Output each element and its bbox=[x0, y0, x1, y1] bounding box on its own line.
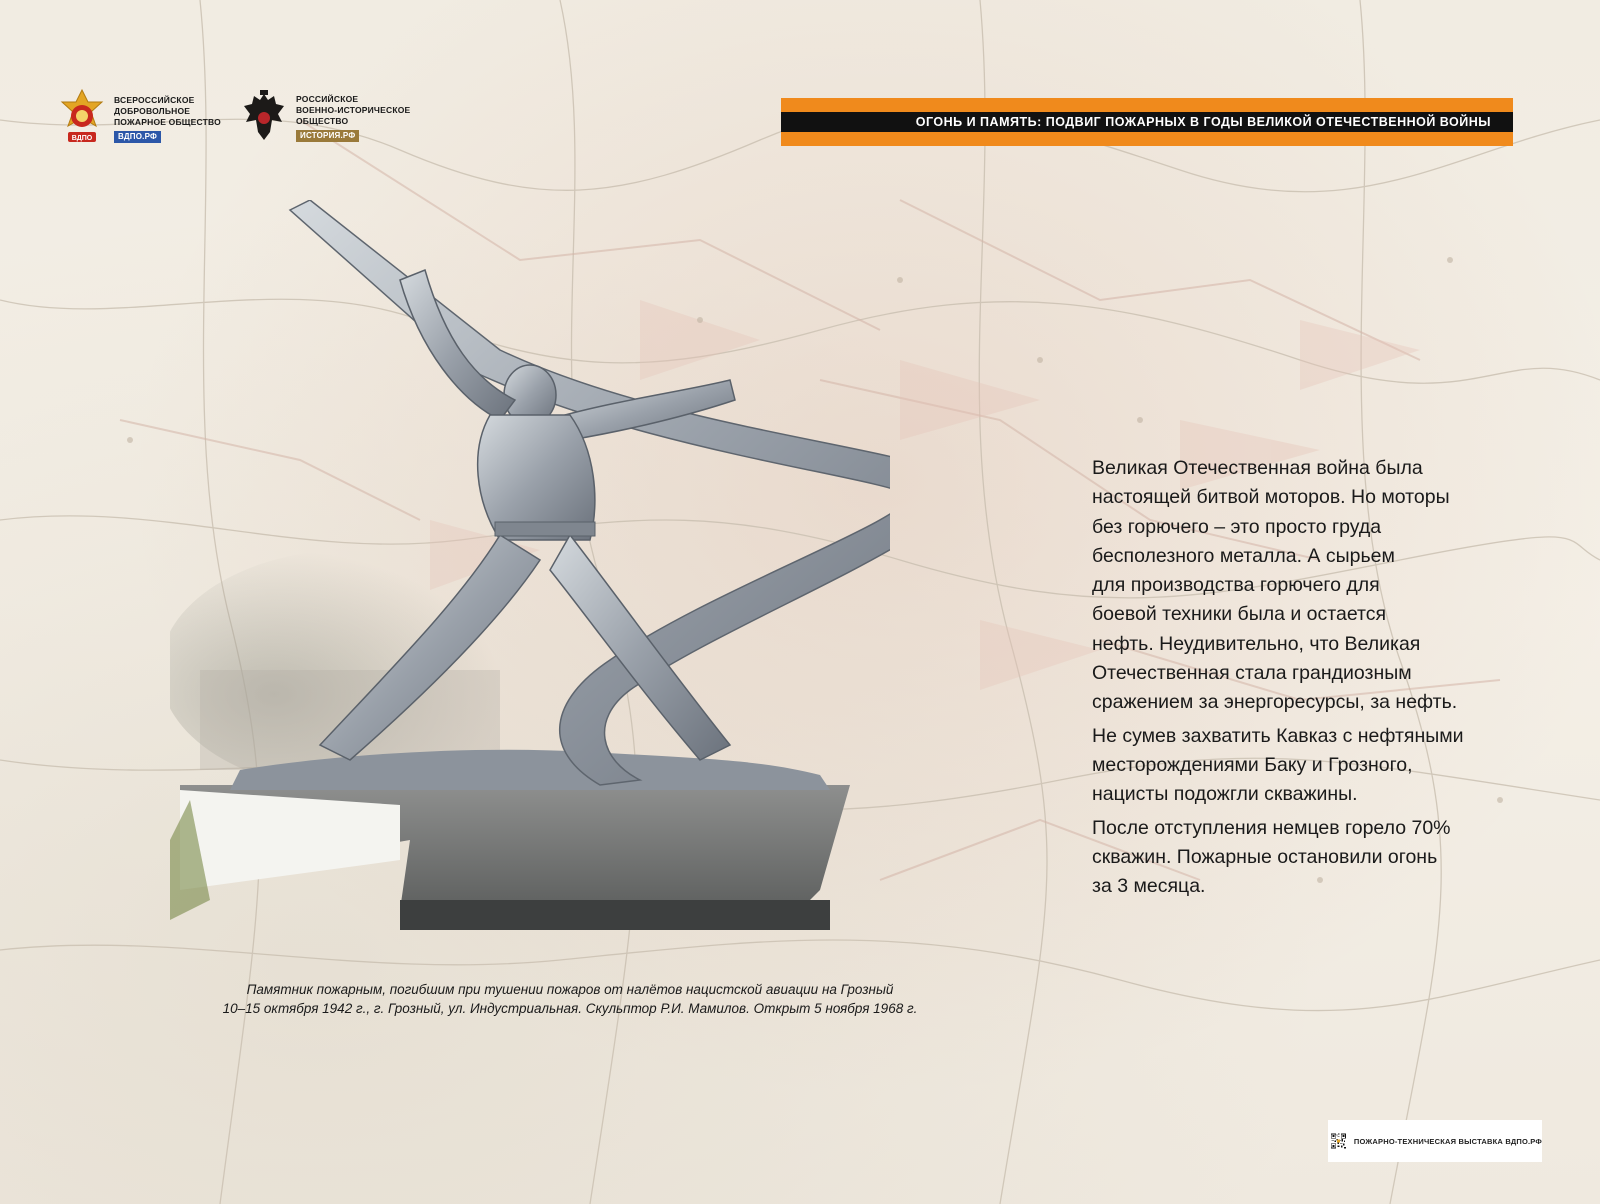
double-headed-eagle-icon bbox=[240, 88, 288, 148]
rvio-line-3: ОБЩЕСТВО bbox=[296, 116, 349, 126]
paragraph-2-line: нацисты подожгли скважины. bbox=[1092, 783, 1358, 806]
vdpo-site-link[interactable]: ВДПО.РФ bbox=[114, 131, 161, 143]
paragraph-2-line: Не сумев захватить Кавказ с нефтяными bbox=[1092, 724, 1464, 747]
monument-illustration bbox=[170, 200, 890, 960]
paragraph-3-line: за 3 месяца. bbox=[1092, 875, 1206, 898]
rvio-line-2: ВОЕННО-ИСТОРИЧЕСКОЕ bbox=[296, 105, 411, 115]
vdpo-line-3: ПОЖАРНОЕ ОБЩЕСТВО bbox=[114, 117, 221, 127]
caption-line-1: Памятник пожарным, погибшим при тушении пожаров от налётов нацистской авиации на Грозный bbox=[246, 982, 894, 997]
vdpo-line-1: ВСЕРОССИЙСКОЕ bbox=[114, 95, 195, 105]
paragraph-1-line: Великая Отечественная война была bbox=[1092, 457, 1423, 479]
exhibition-title: ОГОНЬ И ПАМЯТЬ: ПОДВИГ ПОЖАРНЫХ В ГОДЫ ВЕЛИКОЙ ОТЕЧЕСТВЕННОЙ ВОЙНЫ bbox=[781, 112, 1513, 132]
monument-caption bbox=[160, 980, 980, 1018]
paragraph-2 bbox=[1092, 722, 1512, 810]
qr-footer[interactable] bbox=[1328, 1120, 1542, 1162]
paragraph-1 bbox=[1092, 454, 1512, 718]
qr-code-icon[interactable] bbox=[1331, 1123, 1346, 1159]
paragraph-2-line: месторождениями Баку и Грозного, bbox=[1092, 753, 1413, 776]
paragraph-3-line: После отступления немцев горело 70% bbox=[1092, 816, 1451, 839]
caption-line-2: 10–15 октября 1942 г., г. Грозный, ул. Индустриальная. Скульптор Р.И. Мамилов. Открыт 5 ноября 1968 г. bbox=[222, 1001, 918, 1016]
paragraph-1-line: Отечественная стала грандиозным bbox=[1092, 662, 1412, 685]
rvio-line-1: РОССИЙСКОЕ bbox=[296, 94, 359, 104]
vdpo-emblem-icon bbox=[58, 88, 106, 150]
paragraph-1-line: нефть. Неудивительно, что Великая bbox=[1092, 632, 1421, 655]
title-bar bbox=[781, 98, 1513, 146]
qr-label: ПОЖАРНО-ТЕХНИЧЕСКАЯ ВЫСТАВКА ВДПО.РФ bbox=[1353, 1136, 1542, 1146]
paragraph-1-line: настоящей битвой моторов. Но моторы bbox=[1092, 486, 1450, 509]
paragraph-3-line: скважин. Пожарные остановили огонь bbox=[1092, 845, 1438, 868]
rvio-site-link[interactable]: ИСТОРИЯ.РФ bbox=[296, 130, 359, 142]
paragraph-1-line: сражением за энергоресурсы, за нефть. bbox=[1092, 691, 1458, 714]
paragraph-1-line: боевой техники была и остается bbox=[1092, 603, 1387, 626]
paragraph-3 bbox=[1092, 814, 1512, 902]
paragraph-1-line: для производства горючего для bbox=[1092, 574, 1380, 597]
vdpo-emblem-text: ВДПО bbox=[71, 135, 93, 142]
paragraph-1-line: бесполезного металла. А сырьем bbox=[1092, 544, 1395, 567]
rvio-logo bbox=[240, 88, 410, 148]
vdpo-line-2: ДОБРОВОЛЬНОЕ bbox=[114, 106, 191, 116]
body-text bbox=[1092, 454, 1512, 905]
vdpo-logo bbox=[58, 88, 221, 150]
paragraph-1-line: без горючего – это просто груда bbox=[1092, 515, 1382, 538]
